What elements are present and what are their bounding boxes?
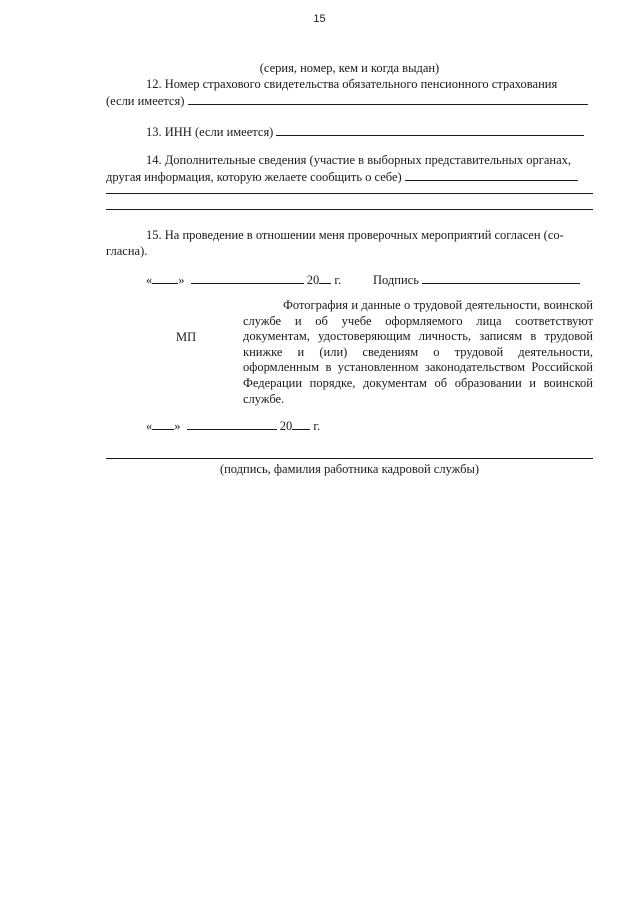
stamp-label: МП bbox=[176, 330, 197, 344]
year-suffix: г. bbox=[334, 273, 342, 287]
hr-date-row bbox=[146, 418, 320, 434]
signature-label: Подпись bbox=[373, 273, 419, 287]
consent-date-row bbox=[146, 272, 341, 288]
quote-close-2: » bbox=[174, 419, 181, 433]
page-number: 15 bbox=[313, 13, 326, 25]
inn-field[interactable] bbox=[276, 124, 584, 136]
quote-open: « bbox=[146, 273, 153, 287]
item-15-text: 15. На проведение в отношении меня проверочных мероприятий согласен (со- bbox=[146, 228, 564, 242]
item-14-text: 14. Дополнительные сведения (участие в выборных представительных органах, bbox=[146, 153, 572, 167]
month-field-2[interactable] bbox=[187, 418, 277, 430]
year-prefix-2: 20 bbox=[279, 419, 293, 433]
item-12-text: 12. Номер страхового свидетельства обязательного пенсионного страхования bbox=[146, 77, 558, 91]
item-12-line2 bbox=[106, 93, 588, 109]
item-13 bbox=[146, 124, 584, 140]
year-suffix-2: г. bbox=[313, 419, 321, 433]
hr-signature-caption: (подпись, фамилия работника кадровой службы) bbox=[219, 462, 480, 476]
year-prefix: 20 bbox=[306, 273, 320, 287]
item-15-line2: гласна). bbox=[106, 244, 148, 258]
day-field[interactable] bbox=[152, 272, 178, 284]
photo-statement-text: Фотография и данные о трудовой деятельности, воинской службе и об учебе оформляемого лица соответствуют документам, удостоверяющим личность, записям в трудовой книжке и (или) сведениям о трудовой деятельности, оформленным в установленном законодательством Российской Федерации порядке, документам об образовании и воинской службе. bbox=[243, 298, 593, 406]
photo-statement bbox=[243, 298, 593, 407]
item-12 bbox=[106, 77, 593, 93]
item-15 bbox=[106, 228, 593, 244]
quote-open-2: « bbox=[146, 419, 153, 433]
additional-info-field[interactable] bbox=[405, 169, 578, 181]
signature-field[interactable] bbox=[422, 272, 580, 284]
month-field[interactable] bbox=[191, 272, 304, 284]
hr-signature-line[interactable] bbox=[106, 458, 593, 459]
day-field-2[interactable] bbox=[152, 418, 174, 430]
passport-caption: (серия, номер, кем и когда выдан) bbox=[259, 61, 440, 75]
additional-info-line-1[interactable] bbox=[106, 193, 593, 194]
quote-close: » bbox=[178, 273, 185, 287]
signature-row bbox=[373, 272, 580, 288]
item-12-note: (если имеется) bbox=[106, 94, 185, 108]
item-14 bbox=[106, 153, 593, 169]
snils-field[interactable] bbox=[188, 93, 588, 105]
item-14-note: другая информация, которую желаете сообщить о себе) bbox=[106, 170, 402, 184]
item-13-text: 13. ИНН (если имеется) bbox=[146, 125, 274, 139]
additional-info-line-2[interactable] bbox=[106, 209, 593, 210]
item-14-line2 bbox=[106, 169, 578, 185]
year-field[interactable] bbox=[319, 272, 331, 284]
year-field-2[interactable] bbox=[292, 418, 310, 430]
